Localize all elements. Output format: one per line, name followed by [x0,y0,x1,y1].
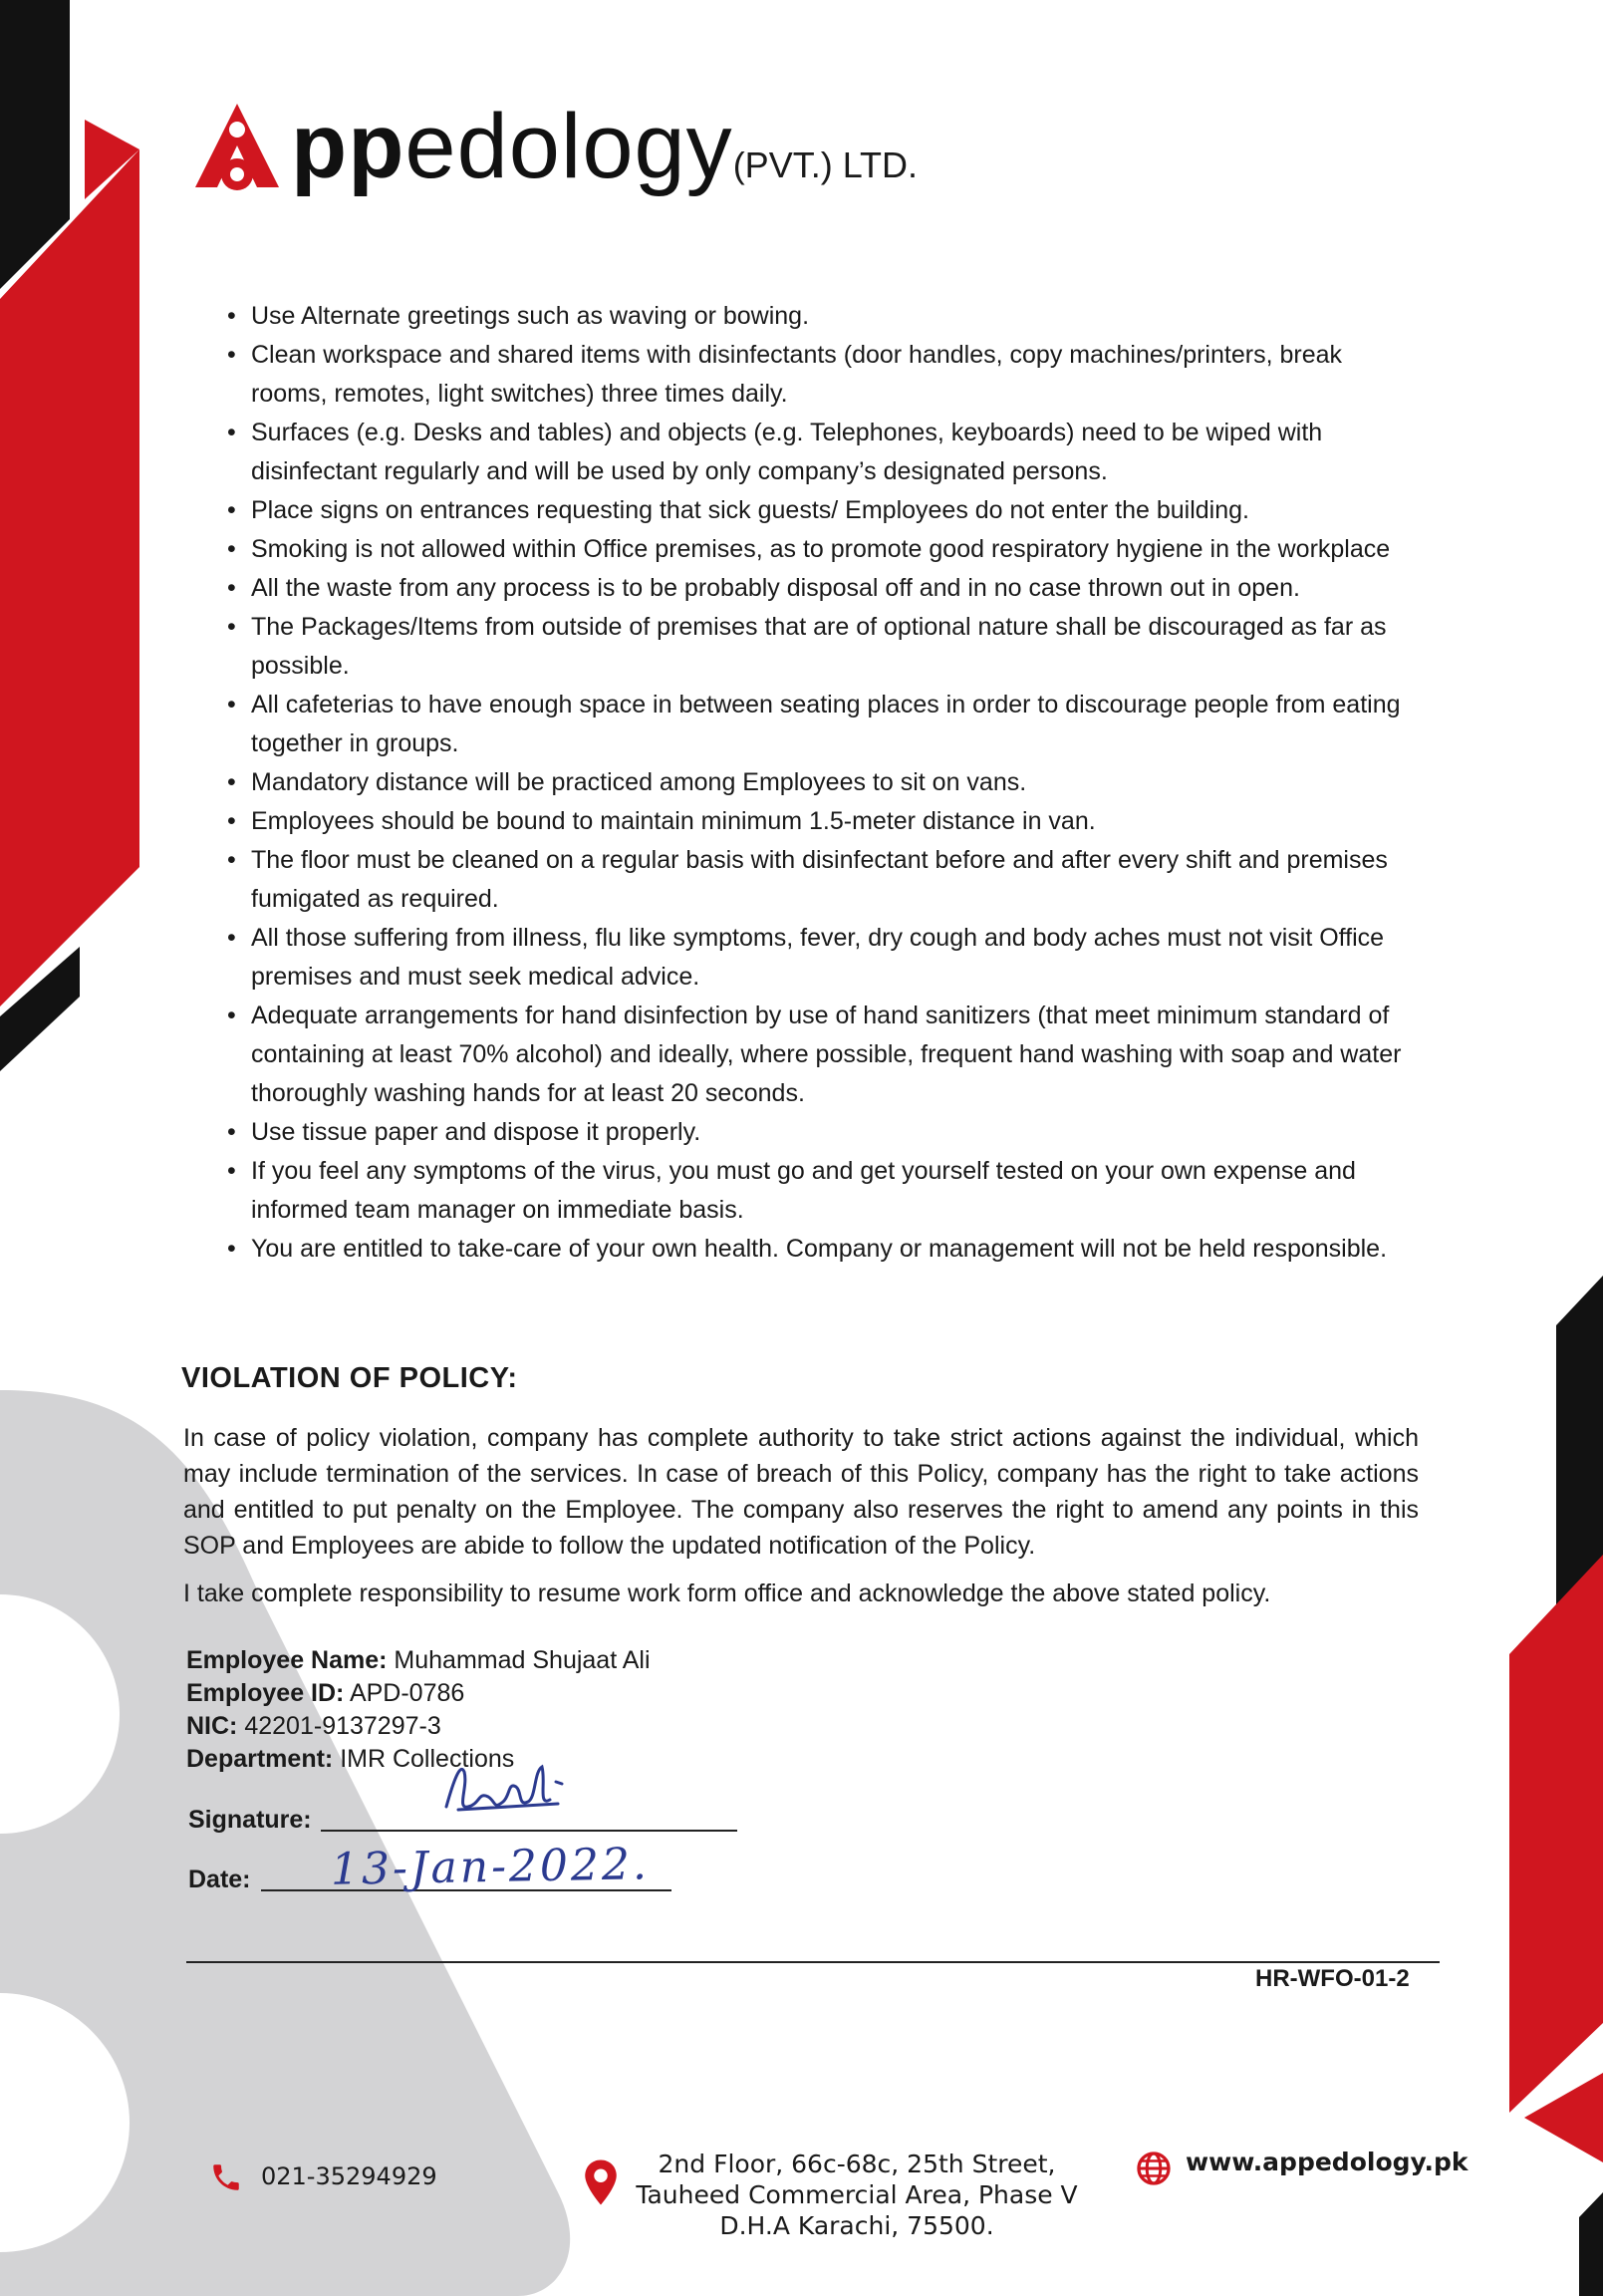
employee-name-row [186,1644,651,1677]
signature-line [321,1830,737,1832]
footer-website[interactable]: www.appedology.pk [1186,2148,1469,2176]
list-item: • You are entitled to take-care of your own health. Company or management will not be held responsible. [227,1230,1423,1269]
right-red-band [1509,1555,1603,2113]
list-item: • All cafeterias to have enough space in between seating places in order to discourage people from eating together in groups. [227,686,1423,763]
list-item: • Mandatory distance will be practiced among Employees to sit on vans. [227,763,1423,802]
list-item: • Use tissue paper and dispose it properly. [227,1113,1423,1152]
signature-label: Signature: [188,1806,312,1834]
document-code: HR-WFO-01-2 [1255,1965,1410,1992]
department-row [186,1743,651,1776]
list-item: • Use Alternate greetings such as waving or bowing. [227,297,1423,336]
department-value: IMR Collections [340,1745,515,1773]
list-item: • Surfaces (e.g. Desks and tables) and objects (e.g. Telephones, keyboards) need to be wiped with disinfectant regularly and will be used by only company’s designated persons. [227,414,1423,491]
list-item: • The Packages/Items from outside of premises that are of optional nature shall be discouraged as far as possible. [227,608,1423,686]
address-line-1: 2nd Floor, 66c-68c, 25th Street, [658,2150,1056,2178]
address-line-2: Tauheed Commercial Area, Phase V [636,2180,1078,2209]
logo-main: edology [404,96,733,197]
list-item: • All the waste from any process is to be probably disposal off and in no case thrown out in open. [227,569,1423,608]
employee-details [186,1644,651,1776]
left-red-band [0,149,139,1006]
date-label: Date: [188,1866,251,1893]
logo-suffix: (PVT.) LTD. [732,144,919,185]
nic-value: 42201-9137297-3 [244,1712,441,1740]
company-logo-text [291,92,918,220]
divider-line [186,1961,1440,1963]
list-item: • Clean workspace and shared items with disinfectants (door handles, copy machines/printers, break rooms, remotes, light switches) three times daily. [227,336,1423,414]
list-item: • All those suffering from illness, flu like symptoms, fever, dry cough and body aches must not visit Office premises and must seek medical advice. [227,919,1423,997]
employee-id-label: Employee ID: [186,1679,345,1707]
sop-bullet-list [227,297,1423,1269]
logo-prefix: pp [291,96,405,197]
address-line-3: D.H.A Karachi, 75500. [719,2211,994,2240]
employee-id-value: APD-0786 [349,1679,465,1707]
right-black-bottom [1579,2192,1603,2296]
employee-id-row [186,1677,651,1710]
appedology-logo-icon [187,100,287,199]
list-item: • Employees should be bound to maintain minimum 1.5-meter distance in van. [227,802,1423,841]
handwritten-date: 13-Jan-2022. [330,1839,651,1895]
employee-name-label: Employee Name: [186,1646,388,1674]
nic-row [186,1710,651,1743]
department-label: Department: [186,1745,334,1773]
acknowledgement-text: I take complete responsibility to resume work form office and acknowledge the above stated policy. [183,1579,1271,1607]
footer-phone: 021-35294929 [261,2162,437,2190]
list-item: • The floor must be cleaned on a regular basis with disinfectant before and after every shift and premises fumigated as required. [227,841,1423,919]
phone-icon [209,2160,243,2194]
handwritten-signature [438,1752,568,1822]
nic-label: NIC: [186,1712,238,1740]
globe-icon [1136,2151,1172,2186]
list-item: • If you feel any symptoms of the virus, you must go and get yourself tested on your own expense and informed team manager on immediate basis. [227,1152,1423,1230]
location-pin-icon [583,2158,619,2206]
list-item: • Place signs on entrances requesting that sick guests/ Employees do not enter the building. [227,491,1423,530]
list-item: • Smoking is not allowed within Office premises, as to promote good respiratory hygiene in the workplace [227,530,1423,569]
list-item: • Adequate arrangements for hand disinfection by use of hand sanitizers (that meet minimum standard of containing at least 70% alcohol) and ideally, where possible, frequent hand washing with soap and water thoroughly washing hands for at least 20 seconds. [227,997,1423,1113]
footer-address [618,2149,1096,2241]
employee-name-value: Muhammad Shujaat Ali [394,1646,651,1674]
violation-paragraph: In case of policy violation, company has complete authority to take strict actions against the individual, which may include termination of the services. In case of breach of this Policy, company has the right to take actions and entitled to put penalty on the Employee. The company also reserves the right to amend any points in this SOP and Employees are abide to follow the updated notification of the Policy. [183,1424,1419,1560]
violation-title: VIOLATION OF POLICY: [181,1362,518,1394]
